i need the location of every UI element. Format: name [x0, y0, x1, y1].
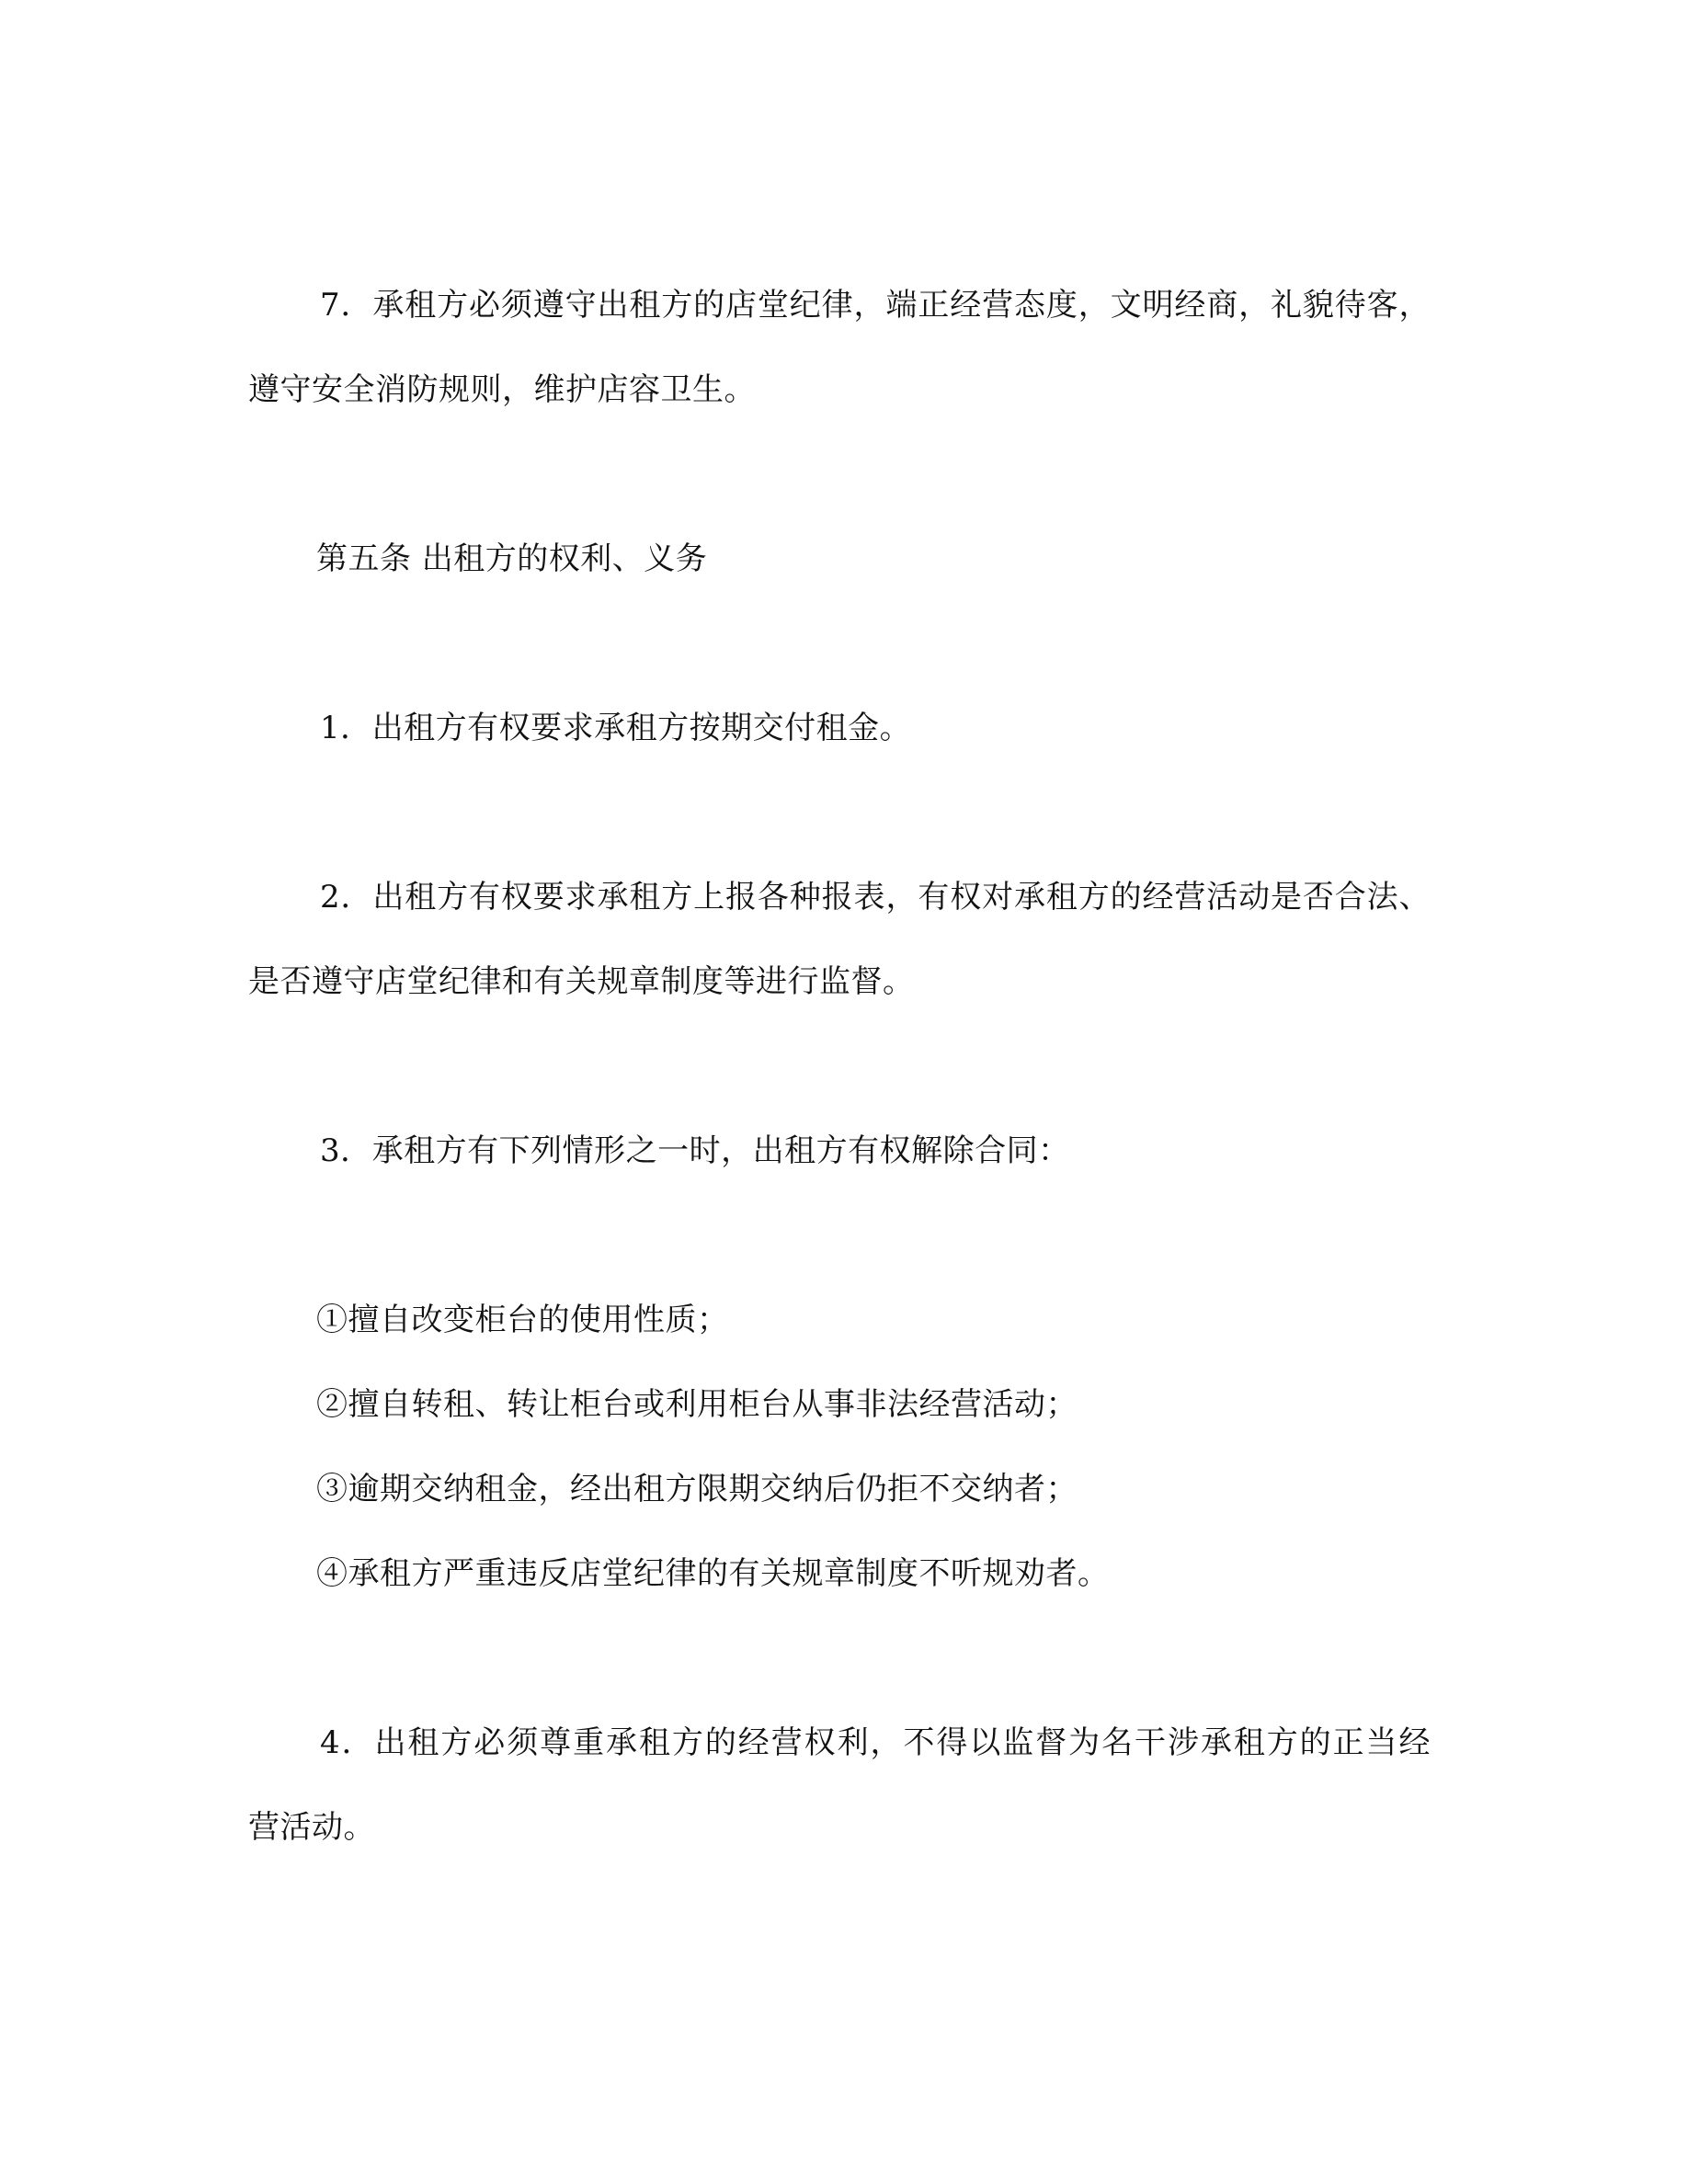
item-4-line-1: 4．出租方必须尊重承租方的经营权利，不得以监督为名干涉承租方的正当经	[320, 1724, 1431, 1761]
item-3-subitem-2: ②擅自转租、转让柜台或利用柜台从事非法经营活动；	[316, 1386, 1078, 1423]
item-3-subitem-1: ①擅自改变柜台的使用性质；	[316, 1302, 729, 1338]
item-7-line-1: 7．承租方必须遵守出租方的店堂纪律，端正经营态度，文明经商，礼貌待客，	[320, 287, 1431, 324]
item-3-subitem-3: ③逾期交纳租金，经出租方限期交纳后仍拒不交纳者；	[316, 1471, 1078, 1507]
item-3-subitem-4: ④承租方严重违反店堂纪律的有关规章制度不听规劝者。	[316, 1555, 1110, 1592]
item-3: 3．承租方有下列情形之一时，出租方有权解除合同：	[320, 1132, 1070, 1169]
item-1: 1．出租方有权要求承租方按期交付租金。	[320, 710, 912, 746]
item-7-line-2: 遵守安全消防规则，维护店容卫生。	[248, 371, 756, 408]
item-2-line-1: 2．出租方有权要求承租方上报各种报表，有权对承租方的经营活动是否合法、	[320, 879, 1431, 916]
item-4-line-2: 营活动。	[248, 1809, 375, 1846]
item-2-line-2: 是否遵守店堂纪律和有关规章制度等进行监督。	[248, 963, 915, 1000]
article-5-heading: 第五条 出租方的权利、义务	[316, 540, 708, 577]
